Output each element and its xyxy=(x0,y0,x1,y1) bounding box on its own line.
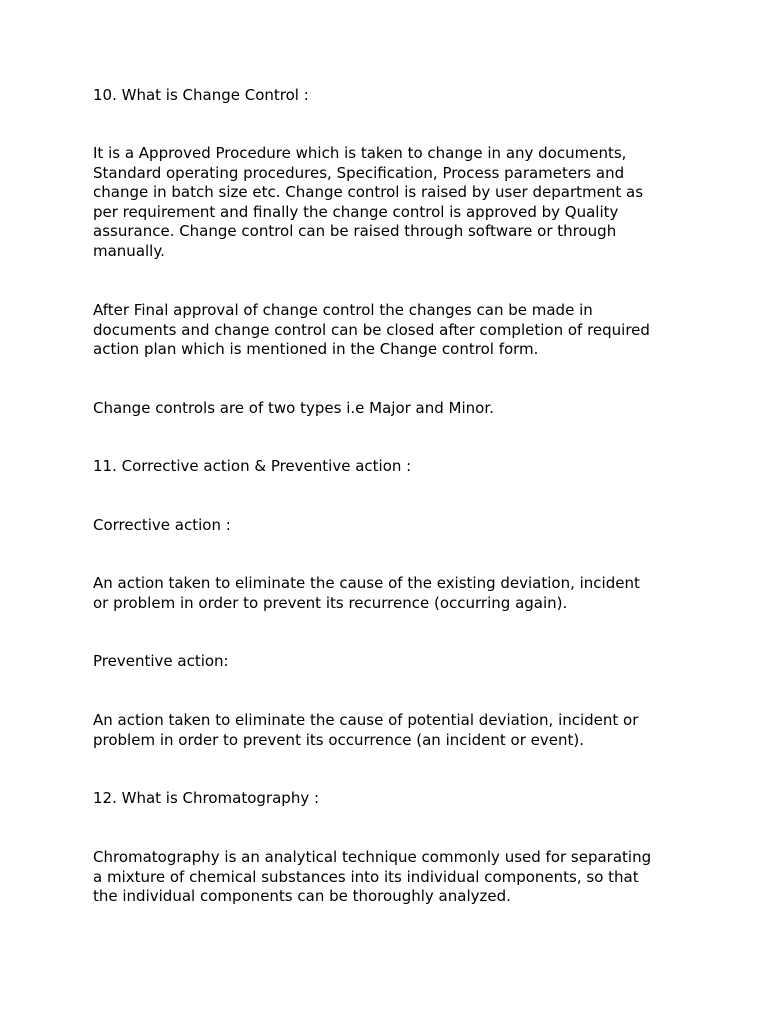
heading-chromatography: 12. What is Chromatography : xyxy=(93,789,320,807)
paragraph-change-control-approval: After Final approval of change control the changes can be made in documents and change control can be closed after completion of required action plan which is mentioned in the Change control form. xyxy=(93,301,650,359)
subheading-preventive-action: Preventive action: xyxy=(93,652,229,670)
paragraph-chromatography: Chromatography is an analytical technique commonly used for separating a mixture of chemical substances into its individual components, so that the individual components can be thoroughly analyzed. xyxy=(93,848,652,906)
subheading-corrective-action: Corrective action : xyxy=(93,516,231,534)
heading-change-control: 10. What is Change Control : xyxy=(93,86,309,104)
paragraph-change-control-types: Change controls are of two types i.e Major and Minor. xyxy=(93,399,494,417)
heading-capa: 11. Corrective action & Preventive action : xyxy=(93,457,412,475)
paragraph-preventive-action: An action taken to eliminate the cause of potential deviation, incident or problem in order to prevent its occurrence (an incident or event). xyxy=(93,711,639,749)
paragraph-corrective-action: An action taken to eliminate the cause of the existing deviation, incident or problem in order to prevent its recurrence (occurring again). xyxy=(93,574,640,612)
paragraph-change-control-definition: It is a Approved Procedure which is taken to change in any documents, Standard operating procedures, Specification, Process parameters and change in batch size etc. Change control is raised by user department as per requirement and finally the change control is approved by Quality assurance. Change control can be raised through software or through manually. xyxy=(93,144,644,260)
